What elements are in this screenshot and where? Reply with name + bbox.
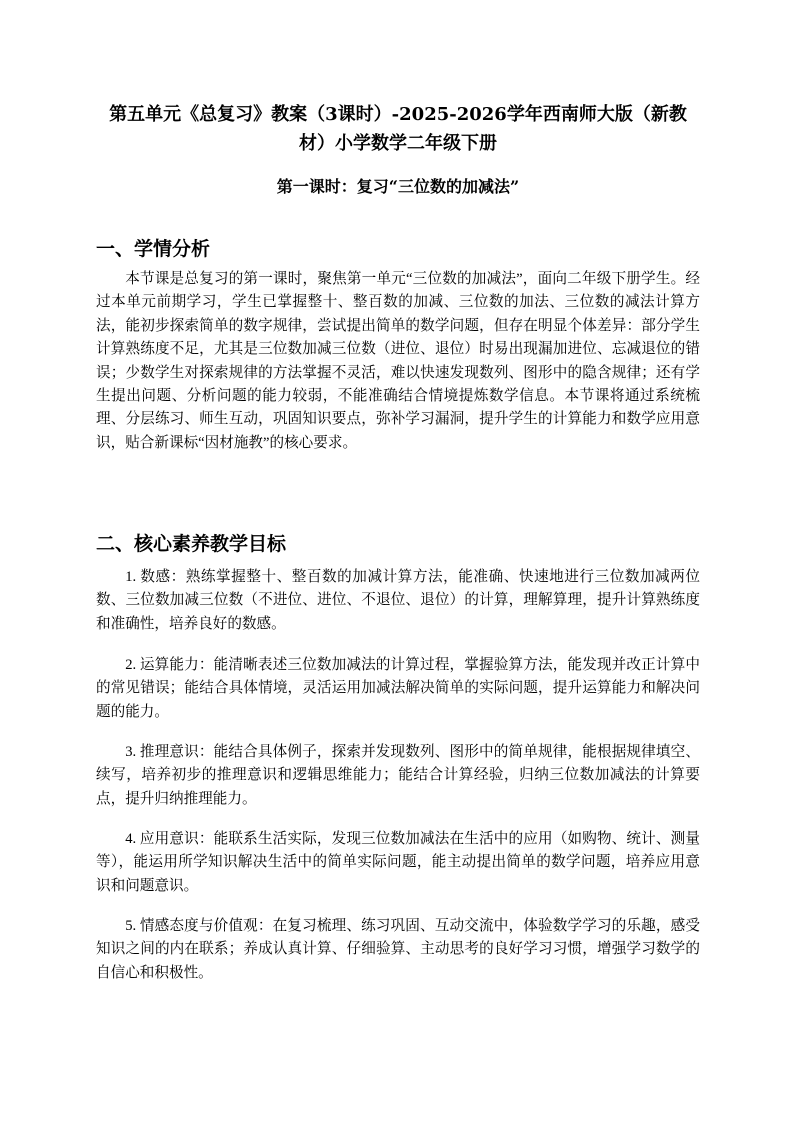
lesson-subtitle: 第一课时：复习“三位数的加减法” — [276, 177, 520, 196]
goal-paragraph-4: 4. 应用意识：能联系生活实际，发现三位数加减法在生活中的应用（如购物、统计、测量等），能运用所学知识解决生活中的简单实际问题，能主动提出简单的数学问题，培养应用意识和问题意识。 — [96, 831, 700, 894]
goal-paragraph-2: 2. 运算能力：能清晰表述三位数加减法的计算过程，掌握验算方法，能发现并改正计算中的常见错误；能结合具体情境，灵活运用加减法解决简单的实际问题，提升运算能力和解决问题的能力。 — [96, 657, 700, 720]
goal-paragraph-5: 5. 情感态度与价值观：在复习梳理、练习巩固、互动交流中，体验数学学习的乐趣，感受知识之间的内在联系；养成认真计算、仔细验算、主动思考的良好学习习惯，增强学习数学的自信心和积极性。 — [96, 918, 700, 981]
section-heading-teaching-goals: 二、核心素养教学目标 — [96, 533, 287, 555]
document-title: 第五单元《总复习》教案（3课时）-2025-2026学年西南师大版（新教材）小学数学二年级下册 — [109, 104, 687, 154]
learning-analysis-paragraph: 本节课是总复习的第一课时，聚焦第一单元“三位数的加减法”，面向二年级下册学生。经过本单元前期学习，学生已掌握整十、整百数的加减、三位数的加法、三位数的减法计算方法，能初步探索简单的数字规律，尝试提出简单的数学问题，但存在明显个体差异：部分学生计算熟练度不足，尤其是三位数加减三位数（进位、退位）时易出现漏加进位、忘减退位的错误；少数学生对探索规律的方法掌握不灵活，难以快速发现数列、图形中的隐含规律；还有学生提出问题、分析问题的能力较弱，不能准确结合情境提炼数学信息。本节课将通过系统梳理、分层练习、师生互动，巩固知识要点，弥补学习漏洞，提升学生的计算能力和数学应用意识，贴合新课标“因材施教”的核心要求。 — [96, 271, 700, 451]
section-heading-learning-analysis: 一、学情分析 — [96, 238, 211, 260]
goal-paragraph-3: 3. 推理意识：能结合具体例子，探索并发现数列、图形中的简单规律，能根据规律填空、续写，培养初步的推理意识和逻辑思维能力；能结合计算经验，归纳三位数加减法的计算要点，提升归纳推理能力。 — [96, 744, 700, 807]
goal-paragraph-1: 1. 数感：熟练掌握整十、整百数的加减计算方法，能准确、快速地进行三位数加减两位数、三位数加减三位数（不进位、进位、不退位、退位）的计算，理解算理，提升计算熟练度和准确性，培养良好的数感。 — [96, 569, 700, 632]
